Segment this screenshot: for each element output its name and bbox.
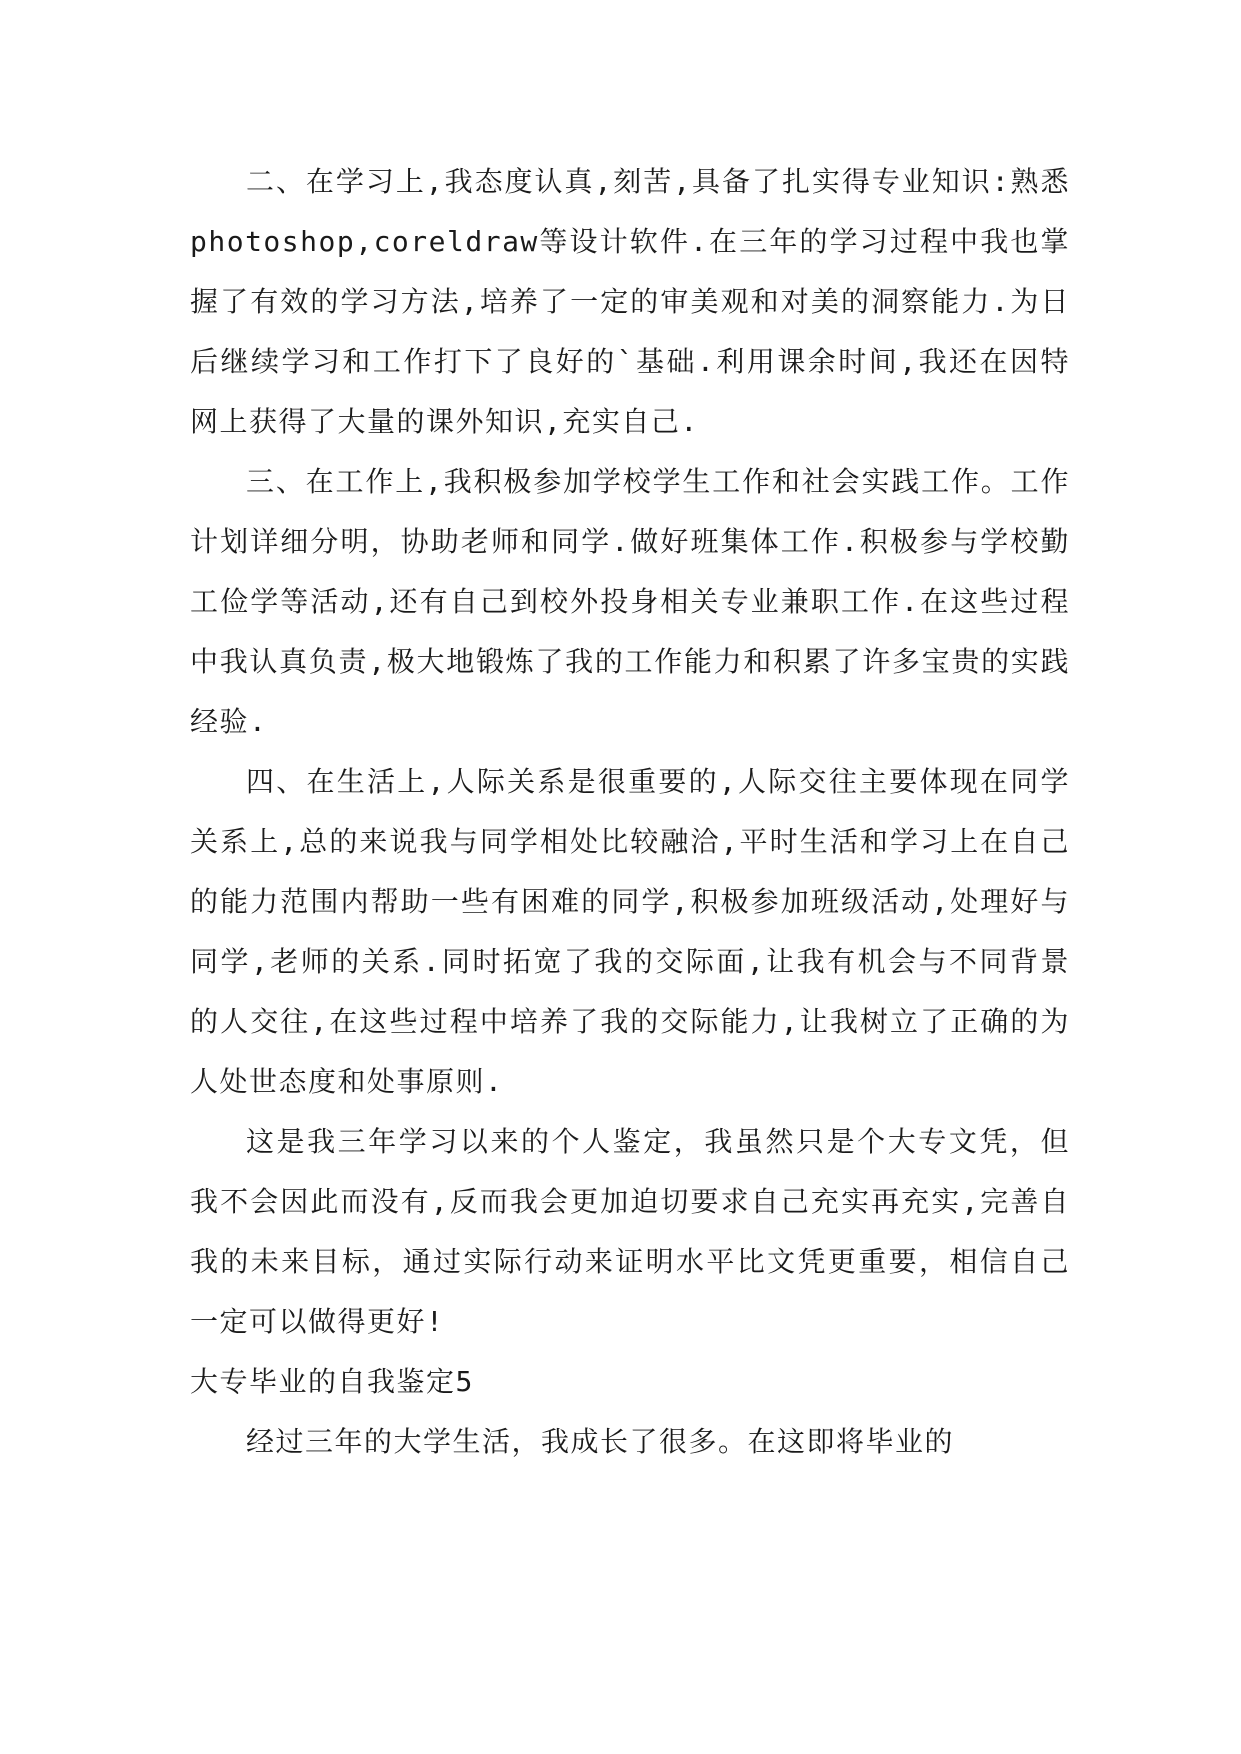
paragraph-conclusion: 这是我三年学习以来的个人鉴定，我虽然只是个大专文凭，但我不会因此而没有,反而我会更加迫切要求自己充实再充实,完善自我的未来目标，通过实际行动来证明水平比文凭更重要，相信自己一定可以做得更好! [190, 1125, 1070, 1338]
section-heading: 大专毕业的自我鉴定5 [190, 1365, 474, 1398]
paragraph-work: 三、在工作上,我积极参加学校学生工作和社会实践工作。工作计划详细分明，协助老师和同学.做好班集体工作.积极参与学校勤工俭学等活动,还有自己到校外投身相关专业兼职工作.在这些过程中我认真负责,极大地锻炼了我的工作能力和积累了许多宝贵的实践经验. [190, 465, 1070, 738]
document-body [190, 152, 1070, 1472]
paragraph-study: 二、在学习上,我态度认真,刻苦,具备了扎实得专业知识:熟悉photoshop,coreldraw等设计软件.在三年的学习过程中我也掌握了有效的学习方法,培养了一定的审美观和对美的洞察能力.为日后继续学习和工作打下了良好的`基础.利用课余时间,我还在因特网上获得了大量的课外知识,充实自己. [190, 165, 1070, 438]
paragraph-life: 四、在生活上,人际关系是很重要的,人际交往主要体现在同学关系上,总的来说我与同学相处比较融洽,平时生活和学习上在自己的能力范围内帮助一些有困难的同学,积极参加班级活动,处理好与同学,老师的关系.同时拓宽了我的交际面,让我有机会与不同背景的人交往,在这些过程中培养了我的交际能力,让我树立了正确的为人处世态度和处事原则. [190, 765, 1070, 1098]
paragraph-next-section: 经过三年的大学生活，我成长了很多。在这即将毕业的 [246, 1425, 955, 1458]
